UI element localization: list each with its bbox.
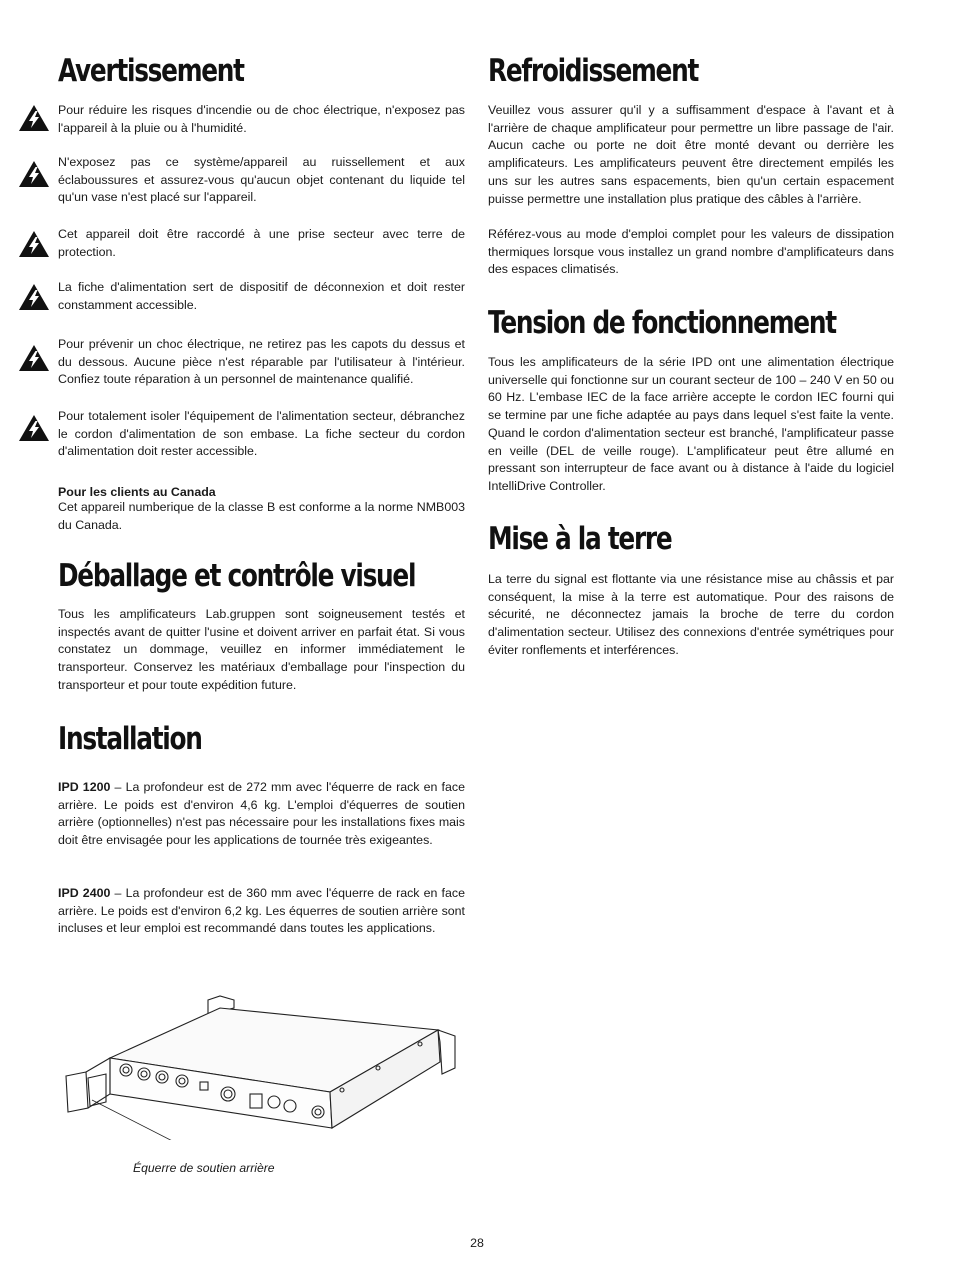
electric-hazard-warning-icon [18,283,50,311]
warning-text-6: Pour totalement isoler l'équipement de l'alimentation secteur, débranchez le cordon d'alimentation de son embase. La fiche secteur du cordon d'alimentation doit rester accessible. [58,409,465,459]
canada-text: Cet appareil numberique de la classe B est conforme a la norme NMB003 du Canada. [58,500,465,532]
ipd2400-label: IPD 2400 [58,886,111,900]
warning-text-5: Pour prévenir un choc électrique, ne retirez pas les capots du dessus et du dessous. Aucune pièce n'est réparable par l'utilisateur à l'intérieur. Confiez toute réparation à un personnel de maintenance qualifié. [58,337,465,387]
heading-deballage: Déballage et contrôle visuel [58,558,416,594]
electric-hazard-warning-icon [18,230,50,258]
ipd1200-desc: – La profondeur est de 272 mm avec l'équerre de rack en face arrière. Le poids est d'environ 4,6 kg. L'emploi d'équerres de soutien arrière (optionnelles) n'est pas nécessaire pour les installations fixes mais doit être envisagée pour les applications de tournée très exigeantes. [58,780,465,848]
amplifier-rear-support-illustration [60,990,470,1140]
warning-text-2: N'exposez pas ce système/appareil au ruissellement et aux éclaboussures et assurez-vous qu'aucun objet contenant du liquide tel qu'un vase n'est placé sur l'appareil. [58,155,465,205]
refroidissement-text-2: Référez-vous au mode d'emploi complet pour les valeurs de dissipation thermiques lorsque vous installez un grand nombre d'amplificateurs dans des espaces climatisés. [488,227,894,277]
electric-hazard-warning-icon [18,160,50,188]
deballage-text: Tous les amplificateurs Lab.gruppen sont soigneusement testés et inspectés avant de quitter l'usine et doivent arriver en parfait état. Si vous constatez un dommage, veuillez en informer immédiatement le transporteur. Conservez les matériaux d'emballage pour l'inspection du transporteur et pour toute expédition future. [58,607,465,692]
ipd1200-text [58,779,465,850]
warning-text-3: Cet appareil doit être raccordé à une prise secteur avec terre de protection. [58,227,465,259]
ipd1200-label: IPD 1200 [58,780,111,794]
tension-text: Tous les amplificateurs de la série IPD ont une alimentation électrique universelle qui fonctionne sur un courant secteur de 100 – 240 V en 50 ou 60 Hz. L'embase IEC de la face arrière accepte le cordon IEC fourni qui se termine par une fiche adaptée au pays dans lequel s'est faite la vente. Quand le cordon d'alimentation secteur est branché, l'amplificateur passe en veille (DEL de veille rouge). L'amplificateur peut être allumé en pressant son interrupteur de face avant ou à distance à l'aide du logiciel IntelliDrive Controller. [488,355,894,493]
warning-text-1: Pour réduire les risques d'incendie ou de choc électrique, n'exposez pas l'appareil à la pluie ou à l'humidité. [58,103,465,135]
refroidissement-text-1: Veuillez vous assurer qu'il y a suffisamment d'espace à l'avant et à l'arrière de chaque amplificateur pour permettre un libre passage de l'air. Aucun cache ou porte ne doit être monté devant ou derrière les amplificateurs. Les amplificateurs peuvent être directement empilés les uns sur les autres sans espacements, bien qu'un certain espacement puisse permettre une installation plus pratique des câbles à l'arrière. [488,103,894,206]
heading-tension: Tension de fonctionnement [488,305,836,341]
heading-refroidissement: Refroidissement [488,53,699,89]
heading-avertissement: Avertissement [58,53,244,89]
electric-hazard-warning-icon [18,414,50,442]
heading-installation: Installation [58,721,202,757]
terre-text: La terre du signal est flottante via une résistance mise au châssis et par conséquent, la mise à la terre est automatique. Pour des raisons de sécurité, ne déconnectez jamais la broche de terre du cordon d'alimentation secteur. Utilisez des connexions d'entrée symétriques pour éviter ronflements et interférences. [488,572,894,657]
ipd2400-desc: – La profondeur est de 360 mm avec l'équerre de rack en face arrière. Le poids est d'environ 6,2 kg. Les équerres de soutien arrière sont incluses et leur emploi est recommandé dans toutes les applications. [58,886,465,936]
page-number: 28 [470,1236,484,1250]
figure-caption: Équerre de soutien arrière [133,1161,275,1175]
heading-terre: Mise à la terre [488,521,672,557]
canada-heading: Pour les clients au Canada [58,485,216,499]
ipd2400-text [58,885,465,938]
electric-hazard-warning-icon [18,344,50,372]
warning-text-4: La fiche d'alimentation sert de dispositif de déconnexion et doit rester constamment accessible. [58,280,465,312]
electric-hazard-warning-icon [18,104,50,132]
